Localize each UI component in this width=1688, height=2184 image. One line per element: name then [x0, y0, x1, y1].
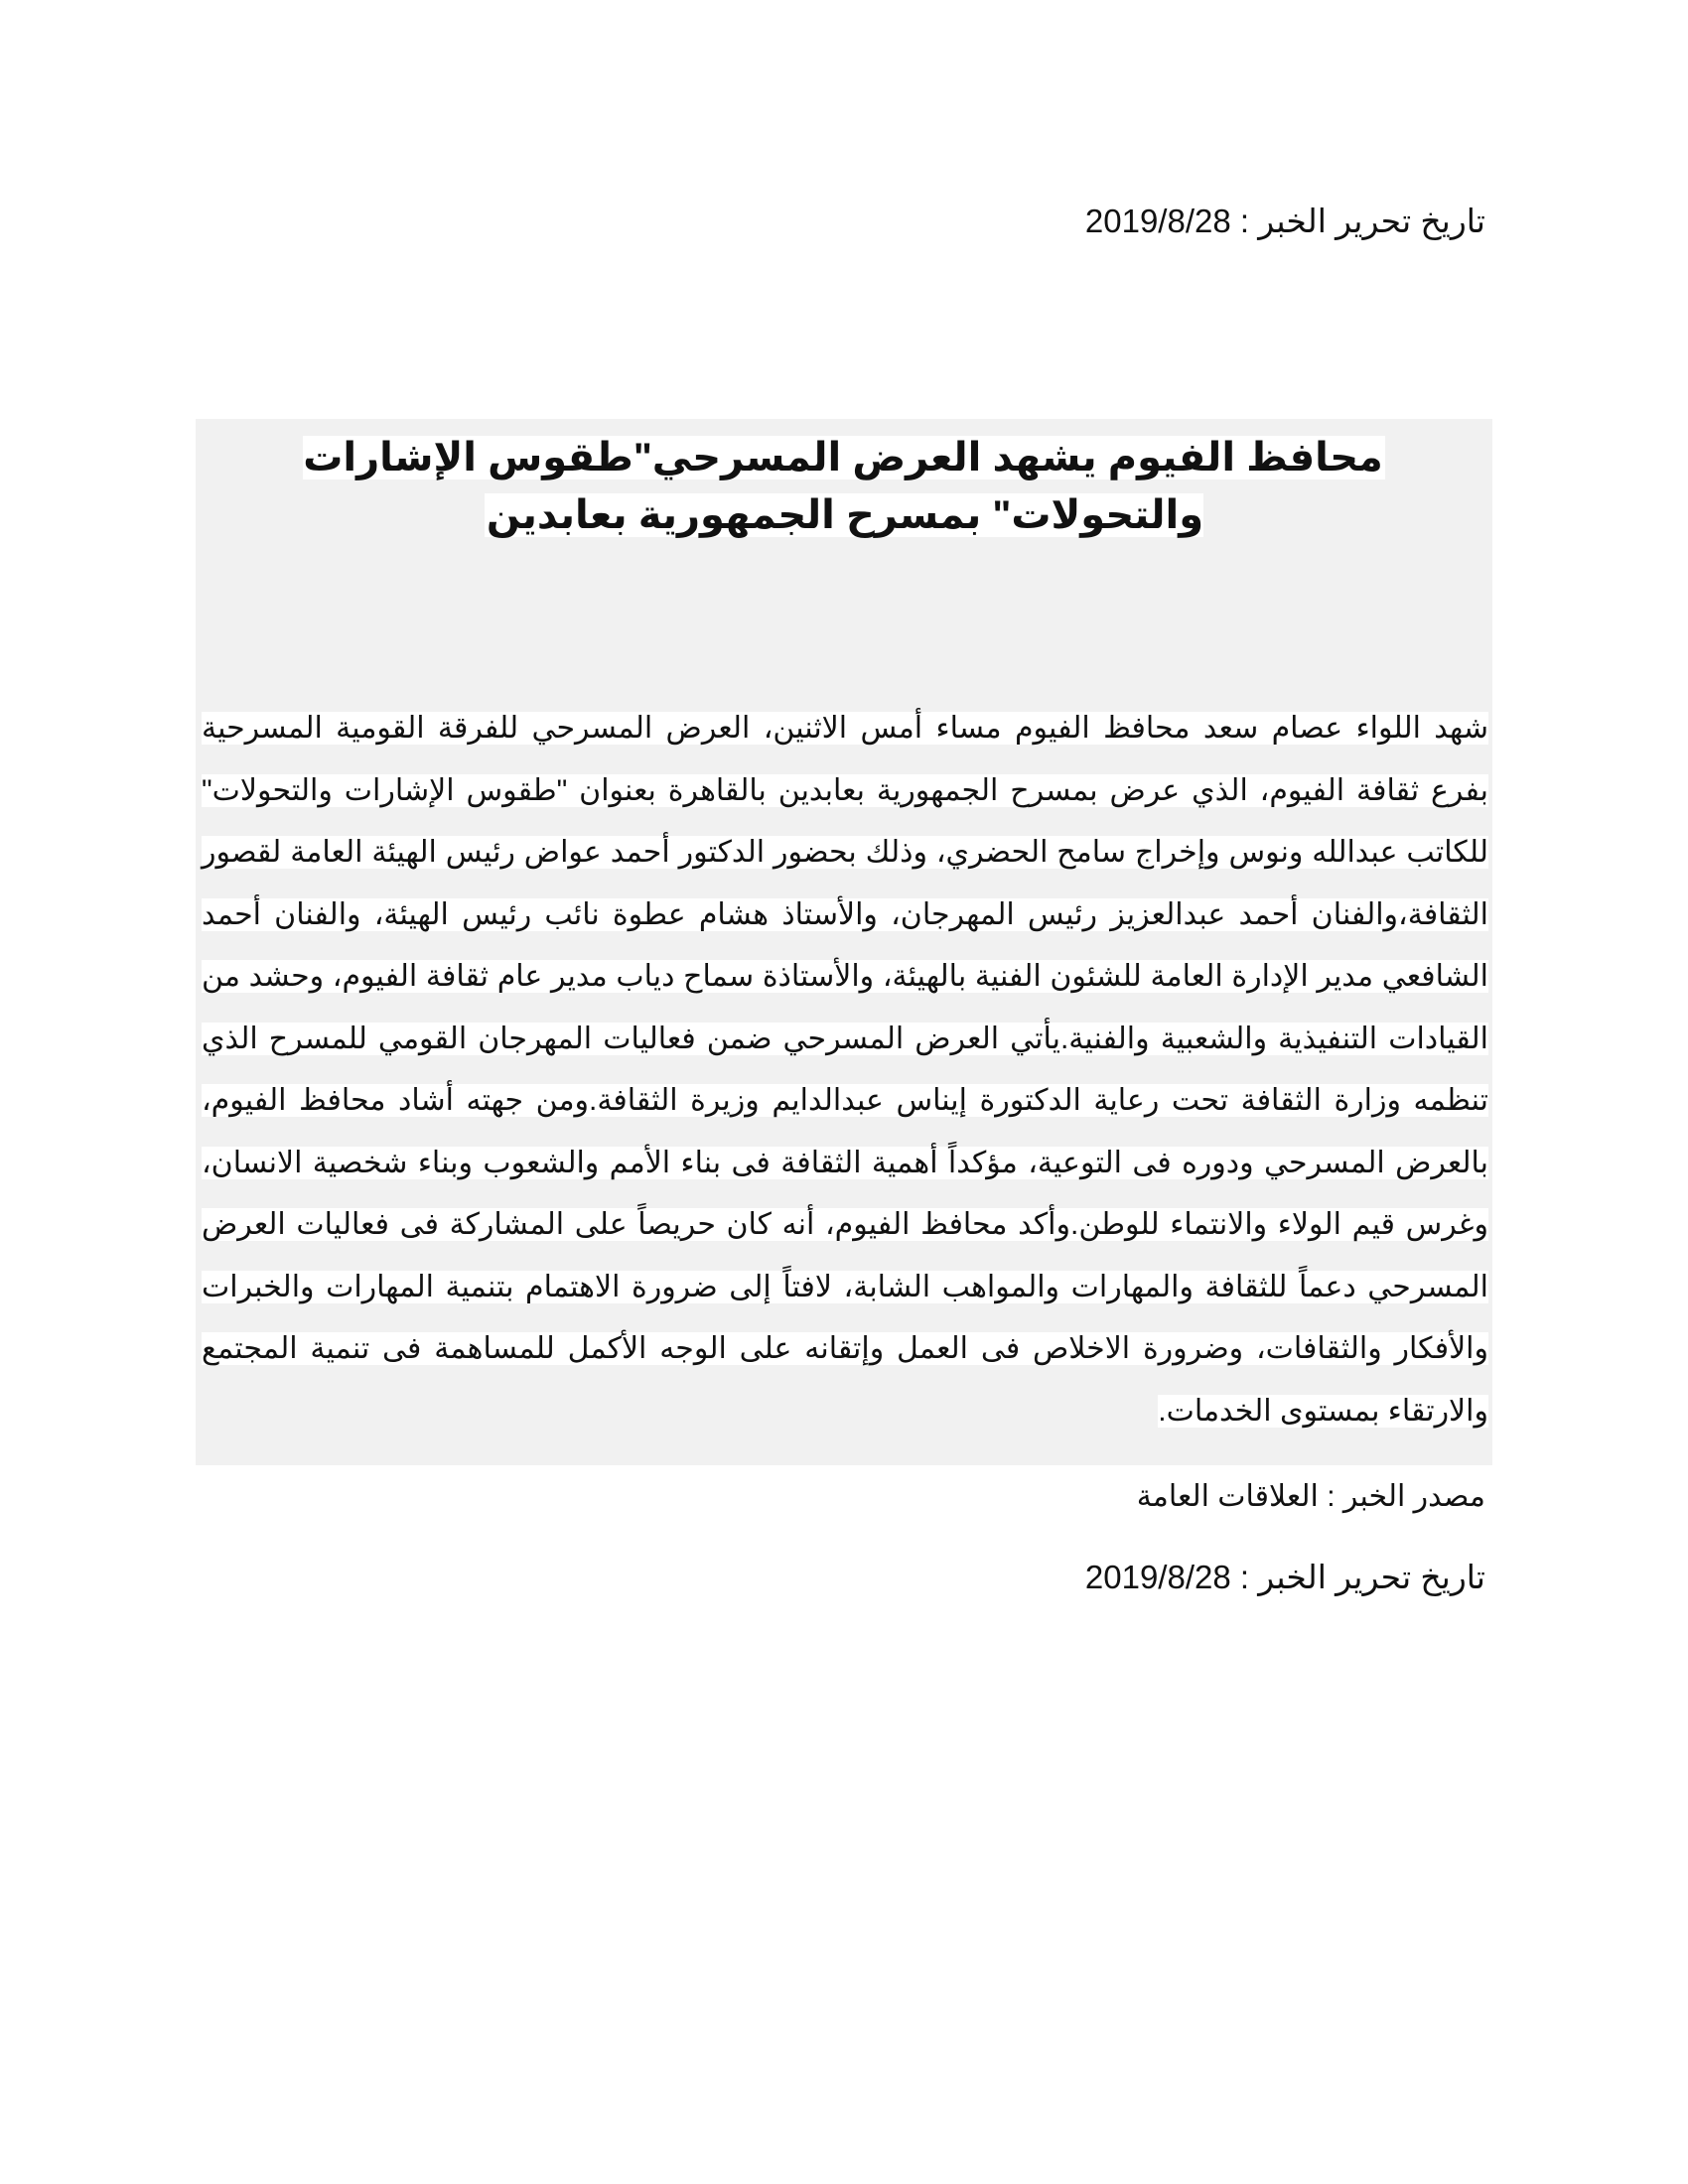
news-date-top [790, 202, 1485, 241]
news-date-bottom [790, 1558, 1485, 1597]
news-date-value: 2019/8/28 [1084, 203, 1231, 239]
news-date-label: تاريخ تحرير الخبر : [1239, 203, 1485, 239]
news-source-label: مصدر الخبر : [1327, 1480, 1485, 1513]
news-date-value-bottom: 2019/8/28 [1084, 1559, 1231, 1595]
news-source-value: العلاقات العامة [1136, 1480, 1319, 1513]
article-body [202, 698, 1488, 1442]
article-body-text: شهد اللواء عصام سعد محافظ الفيوم مساء أمس الاثنين، العرض المسرحي للفرقة القومية المسرحية بفرع ثقافة الفيوم، الذي عرض بمسرح الجمهورية بعابدين بالقاهرة بعنوان "طقوس الإشارات والتحولات" للكاتب عبدالله ونوس وإخراج سامح الحضري، وذلك بحضور الدكتور أحمد عواض رئيس الهيئة العامة لقصور الثقافة،والفنان أحمد عبدالعزيز رئيس المهرجان، والأستاذ هشام عطوة نائب رئيس الهيئة، والفنان أحمد الشافعي مدير الإدارة العامة للشئون الفنية بالهيئة، والأستاذة سماح دياب مدير عام ثقافة الفيوم، وحشد من القيادات التنفيذية والشعبية والفنية.يأتي العرض المسرحي ضمن فعاليات المهرجان القومي للمسرح الذي تنظمه وزارة الثقافة تحت رعاية الدكتورة إيناس عبدالدايم وزيرة الثقافة.ومن جهته أشاد محافظ الفيوم، بالعرض المسرحي ودوره فى التوعية، مؤكداً أهمية الثقافة فى بناء الأمم والشعوب وبناء شخصية الانسان، وغرس قيم الولاء والانتماء للوطن.وأكد محافظ الفيوم، أنه كان حريصاً على المشاركة فى فعاليات العرض المسرحي دعماً للثقافة والمهارات والمواهب الشابة، لافتاً إلى ضرورة الاهتمام بتنمية المهارات والخبرات والأفكار والثقافات، وضرورة الاخلاص فى العمل وإتقانه على الوجه الأكمل للمساهمة فى تنمية المجتمع والارتقاء بمستوى الخدمات. [202, 712, 1488, 1428]
article-title [228, 429, 1460, 544]
news-date-label-bottom: تاريخ تحرير الخبر : [1239, 1559, 1485, 1595]
news-source [790, 1477, 1485, 1517]
article-title-text: محافظ الفيوم يشهد العرض المسرحي"طقوس الإشارات والتحولات" بمسرح الجمهورية بعابدين [303, 436, 1383, 537]
